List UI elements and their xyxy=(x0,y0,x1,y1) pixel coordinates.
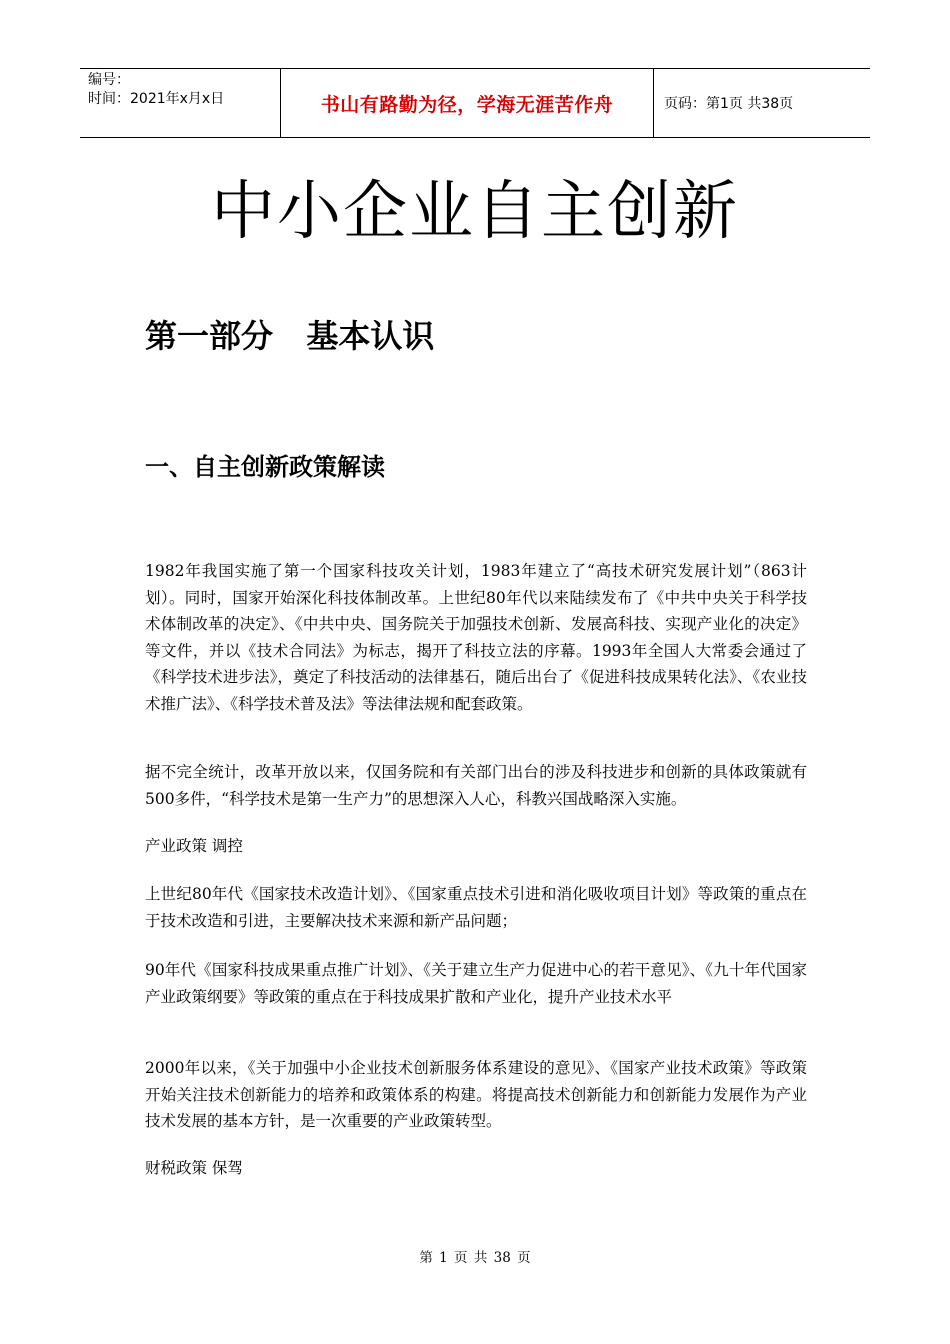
header-motto: 书山有路勤为径，学海无涯苦作舟 xyxy=(281,69,654,137)
page-footer: 第 1 页 共 38 页 xyxy=(419,1250,531,1266)
paragraph-statistics: 据不完全统计，改革开放以来，仅国务院和有关部门出台的涉及科技进步和创新的具体政策就有500多件，“科学技术是第一生产力”的思想深入人心，科教兴国战略深入实施。 xyxy=(145,763,807,808)
paragraph-1980s: 上世纪80年代《国家技术改造计划》、《国家重点技术引进和消化吸收项目计划》等政策的重点在于技术改造和引进，主要解决技术来源和新产品问题； xyxy=(145,885,807,930)
subheading-fiscal-policy: 财税政策 保驾 xyxy=(145,1159,243,1177)
page-header xyxy=(80,68,870,138)
header-page-info: 页码：第1页 共38页 xyxy=(664,96,794,112)
header-meta-cell xyxy=(80,69,281,137)
paragraph-1990s: 90年代《国家科技成果重点推广计划》、《关于建立生产力促进中心的若干意见》、《九十年代国家产业政策纲要》等政策的重点在于科技成果扩散和产业化，提升产业技术水平 xyxy=(145,961,807,1006)
paragraph-history: 1982年我国实施了第一个国家科技攻关计划，1983年建立了“高技术研究发展计划”（863计划）。同时，国家开始深化科技体制改革。上世纪80年代以来陆续发布了《中共中央关于科学技术体制改革的决定》、《中共中央、国务院关于加强技术创新、发展高科技、实现产业化的决定》等文件，并以《技术合同法》为标志，揭开了科技立法的序幕。1993年全国人大常委会通过了《科学技术进步法》，奠定了科技活动的法律基石，随后出台了《促进科技成果转化法》、《农业技术推广法》、《科学技术普及法》等法律法规和配套政策。 xyxy=(145,562,807,713)
header-number-label: 编号： xyxy=(88,72,130,88)
header-date-label: 时间：2021年x月x日 xyxy=(88,91,225,107)
paragraph-2000s: 2000年以来，《关于加强中小企业技术创新服务体系建设的意见》、《国家产业技术政策》等政策开始关注技术创新能力的培养和政策体系的构建。将提高技术创新能力和创新能力发展作为产业技术发展的基本方针，是一次重要的产业政策转型。 xyxy=(145,1059,807,1130)
subheading-industry-policy: 产业政策 调控 xyxy=(145,837,243,855)
document-title: 中小企业自主创新 xyxy=(211,175,739,249)
part-title: 第一部分 基本认识 xyxy=(145,317,435,355)
section-title: 一、自主创新政策解读 xyxy=(145,453,385,481)
